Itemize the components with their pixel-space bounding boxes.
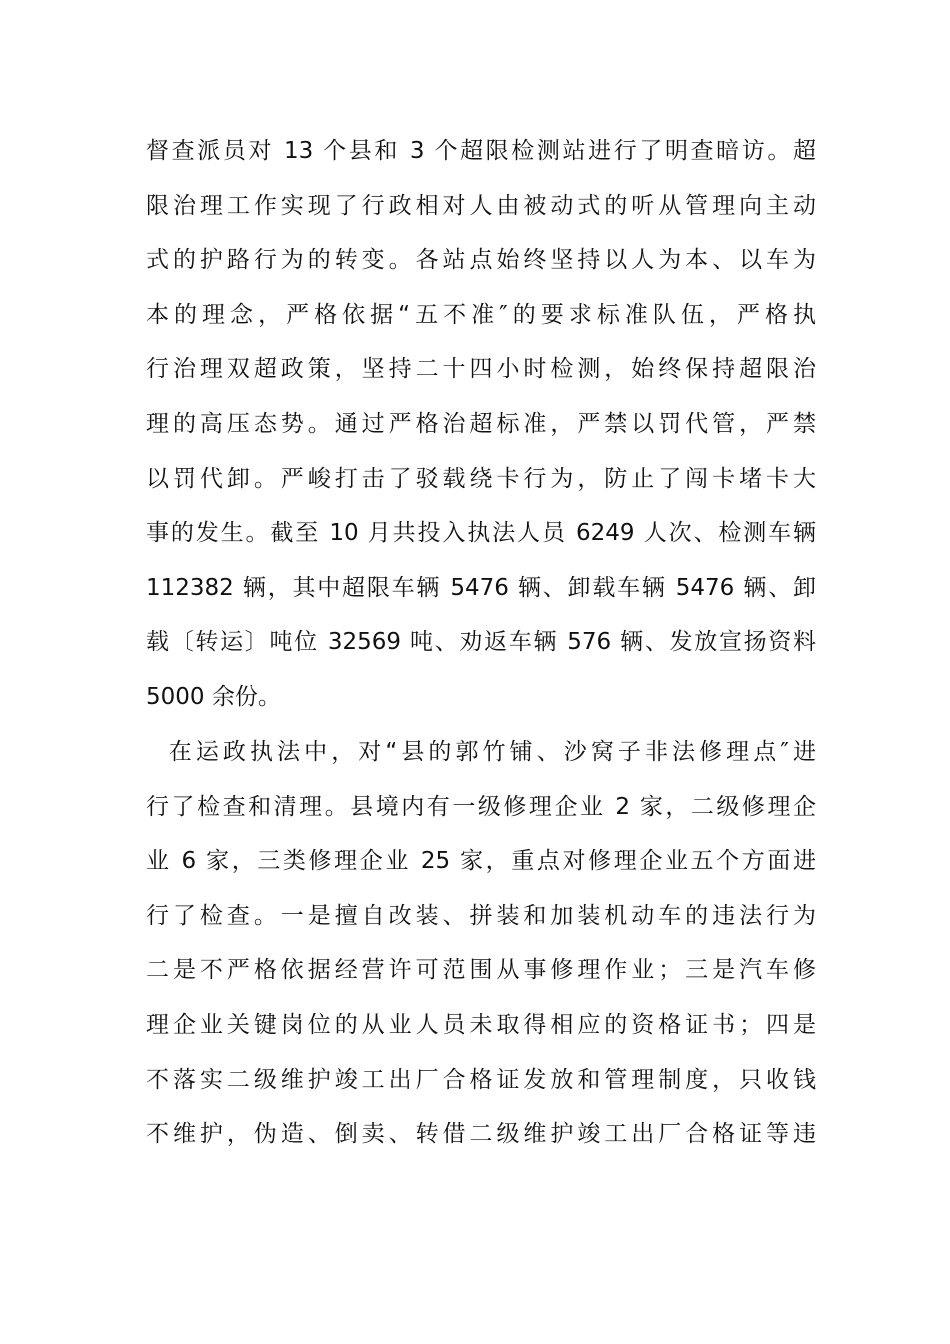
paragraph-line: 行治理双超政策，坚持二十四小时检测，始终保持超限治 [146,356,816,383]
paragraph-line: 5000 余份。 [146,683,281,710]
paragraph-line: 理的高压态势。通过严格治超标准，严禁以罚代管，严禁 [146,410,816,437]
paragraph-line: 理企业关键岗位的从业人员未取得相应的资格证书；四是 [146,1011,816,1038]
paragraph-line: 行了检查。一是擅自改装、拼装和加装机动车的违法行为 [146,902,816,929]
paragraph-line: 不维护，伪造、倒卖、转借二级维护竣工出厂合格证等违 [146,1121,816,1148]
paragraph-line: 112382 辆，其中超限车辆 5476 辆、卸载车辆 5476 辆、卸 [146,574,816,601]
paragraph-line: 式的护路行为的转变。各站点始终坚持以人为本、以车为 [146,247,816,274]
paragraph-line: 督查派员对 13 个县和 3 个超限检测站进行了明查暗访。超 [146,138,816,164]
paragraph-line: 不落实二级维护竣工出厂合格证发放和管理制度，只收钱 [146,1066,816,1093]
paragraph-line: 行了检查和清理。县境内有一级修理企业 2 家，二级修理企 [146,793,816,820]
paragraph-line: 业 6 家，三类修理企业 25 家，重点对修理企业五个方面进 [146,848,816,875]
paragraph-line: 载〔转运〕吨位 32569 吨、劝返车辆 576 辆、发放宣扬资料 [146,629,816,656]
paragraph-line: 在运政执法中，对“县的郭竹铺、沙窝子非法修理点″进 [146,739,816,765]
paragraph-line: 二是不严格依据经营许可范围从事修理作业；三是汽车修 [146,957,816,984]
paragraph-line: 以罚代卸。严峻打击了驳载绕卡行为，防止了闯卡堵卡大 [146,465,816,492]
paragraph-2 [146,725,816,1162]
paragraph-line: 限治理工作实现了行政相对人由被动式的听从管理向主动 [146,192,816,219]
paragraph-1 [146,124,816,725]
paragraph-line: 本的理念，严格依据“五不准″的要求标准队伍，严格执 [146,301,816,328]
paragraph-line: 事的发生。截至 10 月共投入执法人员 6249 人次、检测车辆 [146,520,816,547]
